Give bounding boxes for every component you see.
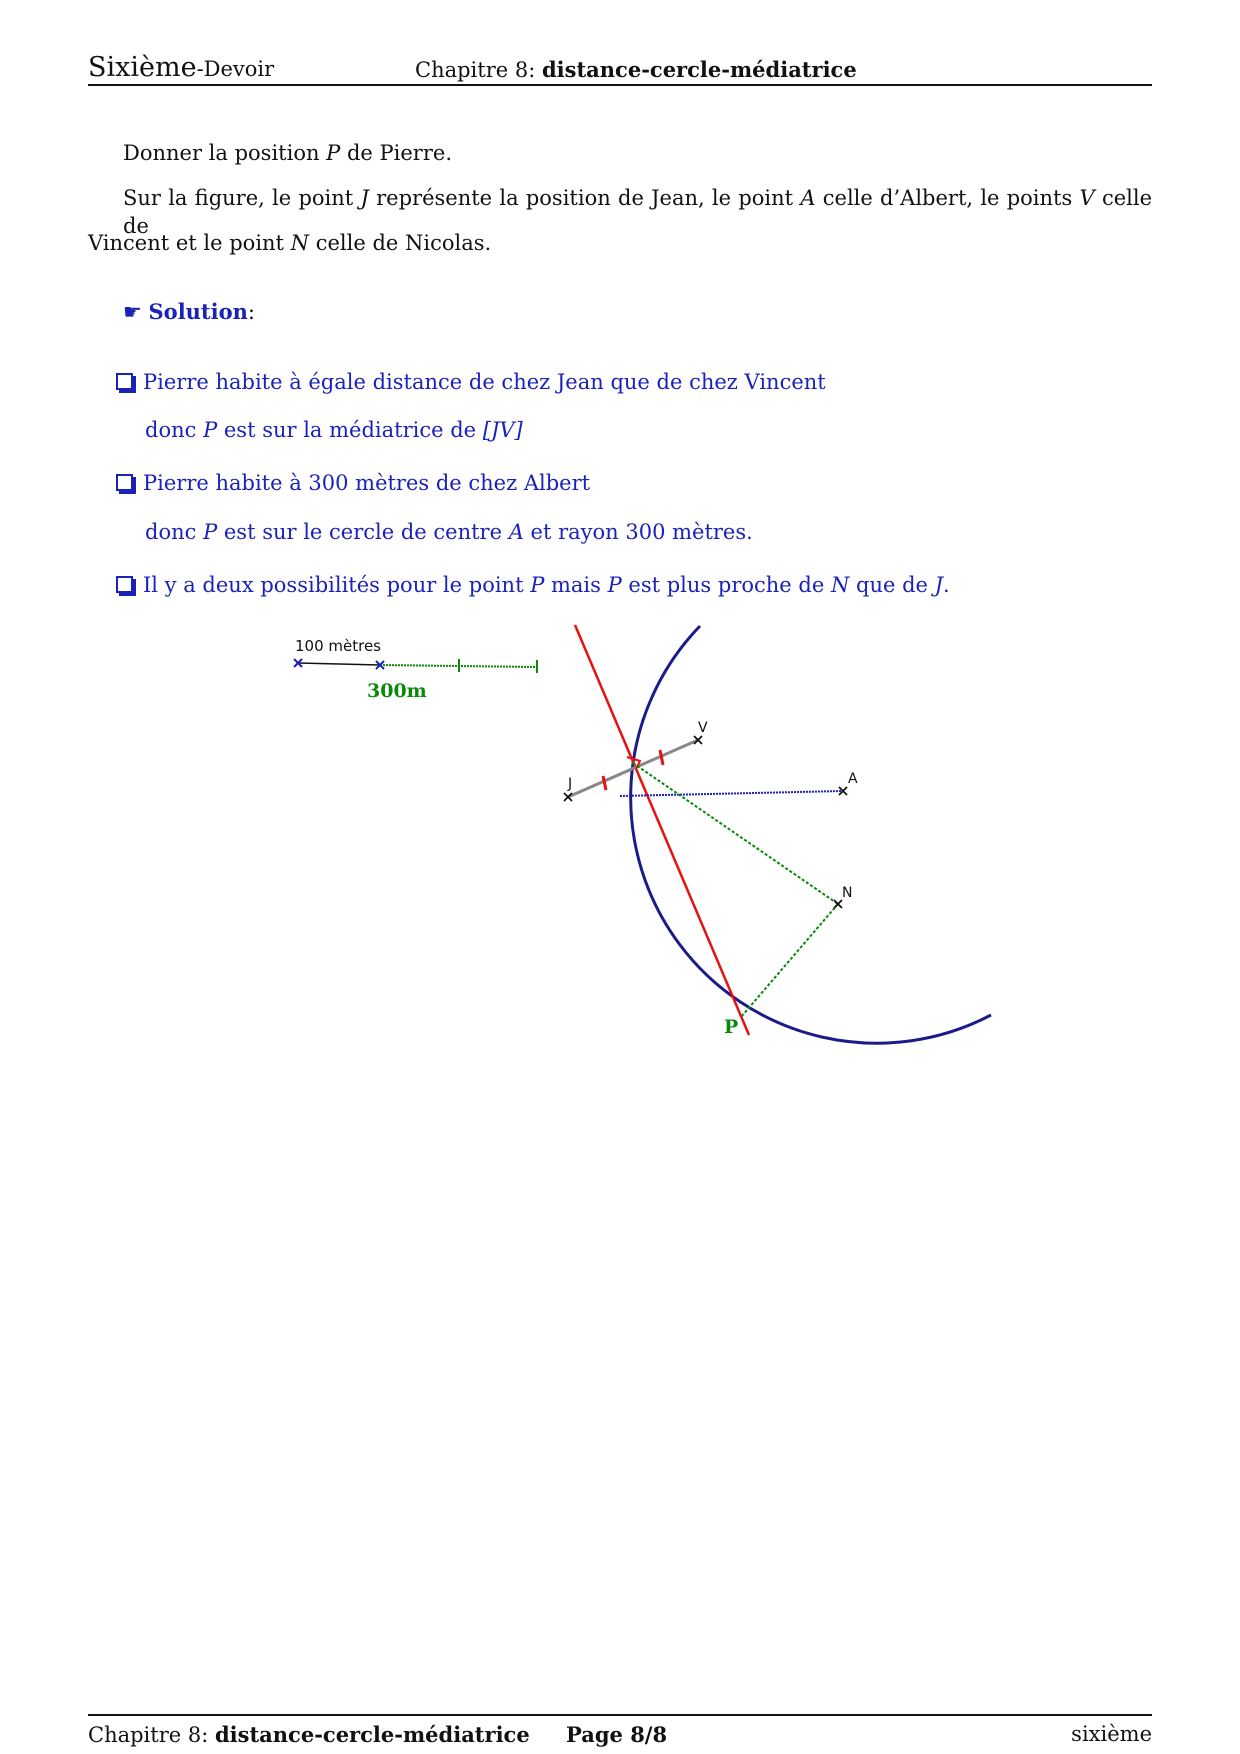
intro-text: celle de Nicolas. [309, 231, 492, 255]
item-text: . [943, 573, 950, 597]
segment-JV: [JV] [482, 418, 523, 442]
item-text: Pierre habite à 300 mètres de chez Albert [143, 471, 591, 495]
solution-colon: : [247, 300, 255, 324]
label-a: A [848, 771, 858, 787]
scale-label-100m: 100 mètres [295, 637, 382, 655]
var-A: A [508, 520, 524, 544]
scale-label-300m: 300m [367, 680, 427, 702]
footer-page [566, 1722, 667, 1747]
intro-text: Donner la position [123, 141, 327, 165]
intro-text: représente la position de Jean, le point [368, 186, 801, 210]
item-text: est sur le cercle de centre [217, 520, 509, 544]
var-J: J [360, 186, 369, 210]
item-text: mais [544, 573, 608, 597]
item-text: Pierre habite à égale distance de chez Jean que de chez Vincent [143, 370, 826, 394]
perpendicular-bisector [575, 625, 749, 1035]
point-marks [564, 736, 847, 908]
label-p: P [724, 1016, 739, 1038]
item-text: que de [849, 573, 935, 597]
level-label: sixième [1071, 1722, 1152, 1746]
var-J: J [934, 573, 944, 597]
intro-text: de Pierre. [340, 141, 452, 165]
var-P: P [530, 573, 545, 597]
segment-jv [568, 740, 698, 797]
var-N: N [830, 573, 850, 597]
pointing-hand-icon: ☛ [123, 300, 142, 324]
item-text: et rayon 300 mètres. [523, 520, 753, 544]
header-title-suffix: -Devoir [196, 57, 275, 81]
solution-label: Solution [148, 299, 248, 324]
intro-text: Vincent et le point [88, 231, 291, 255]
var-P: P [607, 573, 622, 597]
footer-chapter-prefix: Chapitre 8: [88, 1723, 209, 1747]
var-P: P [203, 520, 218, 544]
intro-text: Sur la figure, le point [123, 186, 361, 210]
line-n-to-p [741, 904, 838, 1017]
footer-chapter [88, 1722, 530, 1747]
var-N: N [290, 231, 310, 255]
circle-arc [631, 626, 991, 1043]
scale-bar-100m [298, 663, 380, 665]
var-A: A [800, 186, 816, 210]
label-n: N [842, 885, 853, 901]
item-text: Il y a deux possibilités pour le point [143, 573, 531, 597]
header-title-main: Sixième [88, 52, 197, 83]
item-text: est sur la médiatrice de [217, 418, 483, 442]
var-V: V [1079, 186, 1095, 210]
item-text: est plus proche de [621, 573, 831, 597]
radius-line [620, 791, 843, 796]
footer-rule [88, 1714, 1152, 1716]
page-number: Page 8/8 [566, 1722, 668, 1747]
var-P: P [326, 141, 341, 165]
footer-level [1071, 1722, 1152, 1746]
item-text: donc [145, 418, 204, 442]
header-chapter-title: distance-cercle-médiatrice [541, 57, 857, 82]
footer-chapter-title: distance-cercle-médiatrice [214, 1722, 530, 1747]
label-v: V [698, 720, 708, 736]
var-P: P [203, 418, 218, 442]
header-chapter-prefix: Chapitre 8: [415, 58, 536, 82]
label-j: J [568, 776, 573, 792]
intro-text: celle d’Albert, le points [815, 186, 1080, 210]
item-text: donc [145, 520, 204, 544]
intro-text: celle de [123, 186, 1153, 238]
